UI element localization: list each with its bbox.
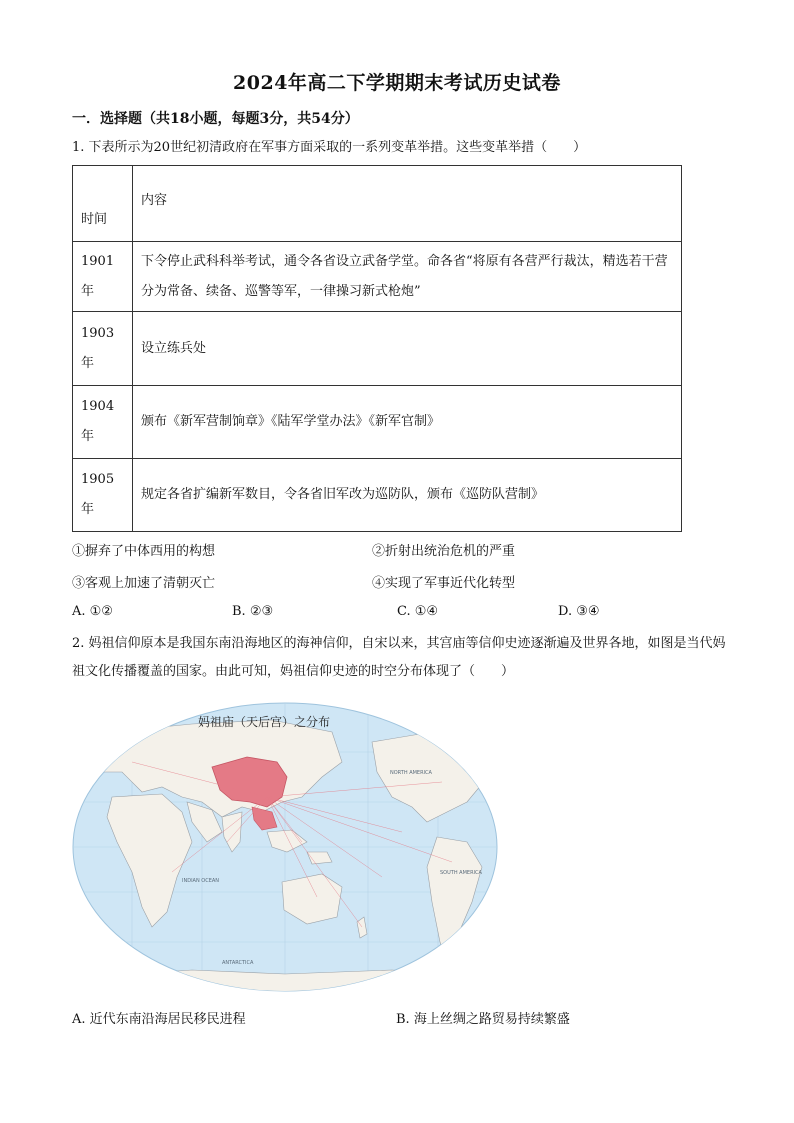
q2-option-a[interactable]: A. 近代东南沿海居民移民进程 — [72, 1012, 246, 1027]
statement-2: ②折射出统治危机的严重 — [372, 544, 516, 559]
q1-option-d[interactable]: D. ③④ — [558, 604, 600, 619]
content-cell: 颁布《新军营制饷章》《陆军学堂办法》《新军官制》 — [133, 386, 682, 459]
header-content: 内容 — [133, 166, 682, 242]
year-number: 1905 — [81, 472, 115, 487]
year-unit: 年 — [81, 355, 95, 371]
statement-3: ③客观上加速了清朝灭亡 — [72, 576, 216, 591]
year-unit: 年 — [81, 429, 95, 444]
question-2-stem: 2. 妈祖信仰原本是我国东南沿海地区的海神信仰，自宋以来，其宫庙等信仰史迹逐渐遍及世界各地，如图是当代妈祖文化传播覆盖的国家。由此可知，妈祖信仰史迹的时空分布体现了（ ） — [72, 636, 726, 679]
label-antarctica: ANTARCTICA — [222, 960, 254, 966]
label-south-america: SOUTH AMERICA — [440, 870, 482, 876]
year-cell — [73, 459, 133, 532]
mazu-distribution-map — [72, 702, 498, 992]
year-number: 1901 — [81, 253, 115, 269]
page-title: 2024年高二下学期期末考试历史试卷 — [233, 72, 561, 94]
table-row — [73, 459, 682, 532]
statement-4: ④实现了军事近代化转型 — [372, 576, 516, 591]
world-map-graphic — [72, 702, 498, 992]
content-cell: 下令停止武科科举考试，通令各省设立武备学堂。命各省“将原有各营严行裁汰，精选若干营分为常备、续备、巡警等军，一律操习新式枪炮” — [133, 242, 682, 312]
q2-option-b[interactable]: B. 海上丝绸之路贸易持续繁盛 — [396, 1012, 570, 1027]
year-cell — [73, 312, 133, 386]
measures-table — [72, 165, 682, 532]
q1-option-b[interactable]: B. ②③ — [232, 604, 274, 619]
section-heading: 一．选择题（共18小题，每题3分，共54分） — [72, 111, 359, 127]
year-unit: 年 — [81, 502, 95, 517]
year-number: 1903 — [81, 325, 115, 341]
map-title: 妈祖庙（天后宫）之分布 — [198, 715, 331, 729]
question-1-stem: 1. 下表所示为20世纪初清政府在军事方面采取的一系列变革举措。这些变革举措（ ） — [72, 140, 587, 155]
year-cell — [73, 242, 133, 312]
table-row — [73, 242, 682, 312]
year-cell — [73, 386, 133, 459]
label-north-america: NORTH AMERICA — [390, 770, 432, 776]
table-row — [73, 312, 682, 386]
year-number: 1904 — [81, 399, 115, 414]
year-unit: 年 — [81, 283, 95, 299]
q1-option-c[interactable]: C. ①④ — [397, 604, 439, 619]
table-header-row — [73, 166, 682, 242]
content-cell: 设立练兵处 — [133, 312, 682, 386]
statement-1: ①摒弃了中体西用的构想 — [72, 544, 216, 559]
label-indian-ocean: INDIAN OCEAN — [182, 878, 220, 884]
table-row — [73, 386, 682, 459]
q1-option-a[interactable]: A. ①② — [72, 604, 113, 619]
header-time: 时间 — [73, 166, 133, 242]
content-cell: 规定各省扩编新军数目，令各省旧军改为巡防队，颁布《巡防队营制》 — [133, 459, 682, 532]
